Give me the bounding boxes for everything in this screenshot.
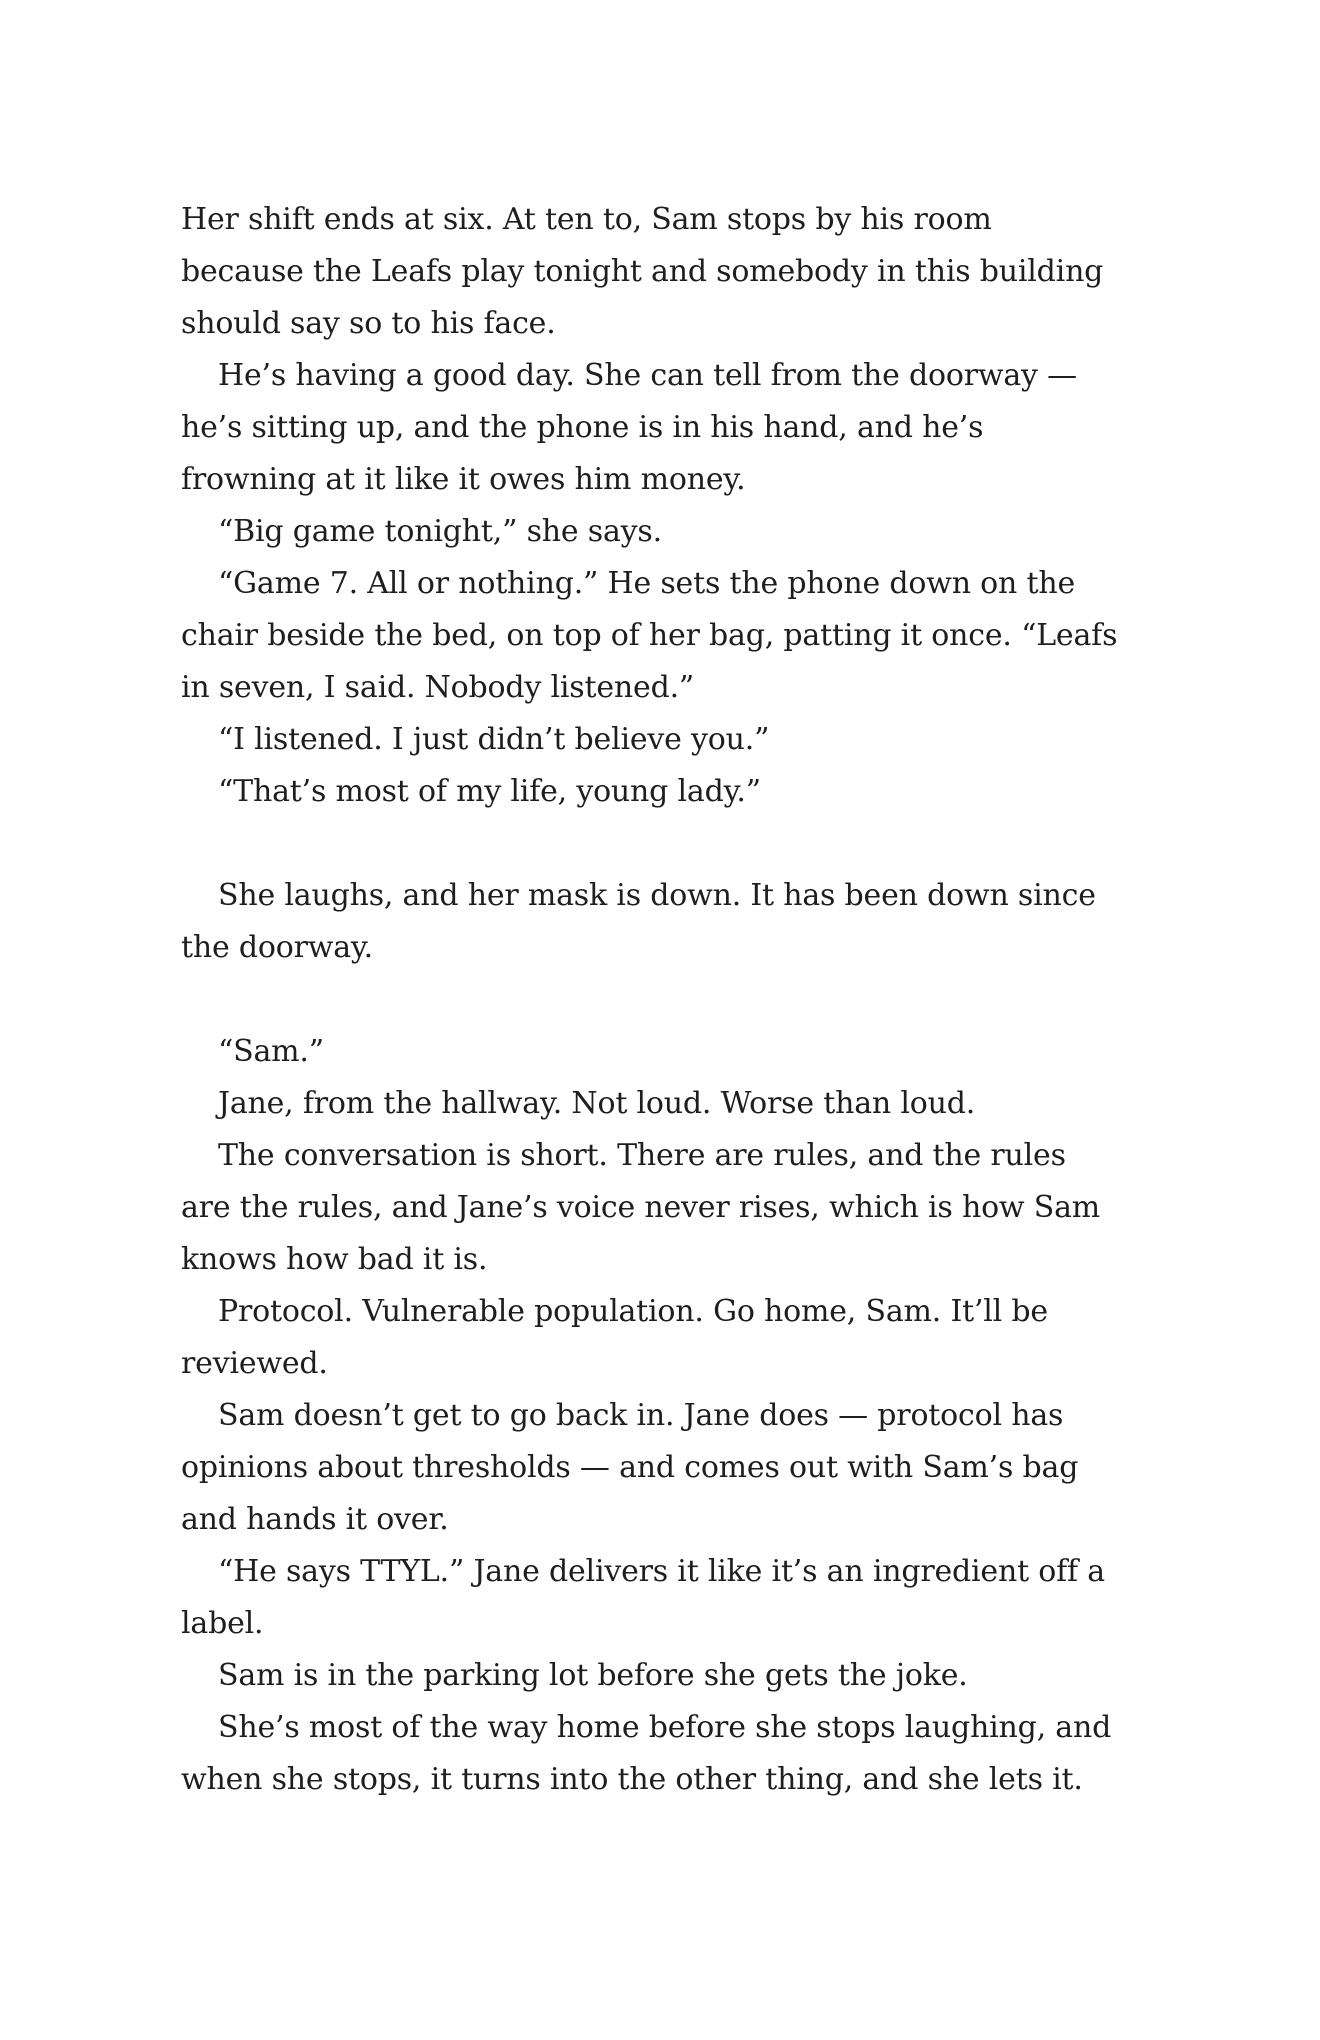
paragraph-6: “That’s most of my life, young lady.” [218, 774, 761, 809]
paragraph-4: “Game 7. All or nothing.” He sets the phone down on the chair beside the bed, on top of her bag, patting it once. “Leafs in seven, I said. Nobody listened.” [181, 566, 1118, 705]
paragraph-5: “I listened. I just didn’t believe you.” [218, 722, 770, 757]
paragraph-12: Sam doesn’t get to go back in. Jane does — protocol has opinions about thresholds — and comes out with Sam’s bag and hands it over. [181, 1398, 1079, 1537]
paragraph-1: Her shift ends at six. At ten to, Sam stops by his room because the Leafs play tonight and somebody in this building should say so to his face. [181, 202, 1104, 341]
section-gap [181, 974, 1121, 1026]
paragraph-14: Sam is in the parking lot before she gets the joke. [218, 1658, 968, 1693]
paragraph-2: He’s having a good day. She can tell from the doorway — he’s sitting up, and the phone is in his hand, and he’s frowning at it like it owes him money. [181, 358, 1077, 497]
paragraph-3: “Big game tonight,” she says. [218, 514, 662, 549]
paragraph-8: “Sam.” [218, 1034, 324, 1069]
paragraph-10: The conversation is short. There are rules, and the rules are the rules, and Jane’s voice never rises, which is how Sam knows how bad it is. [181, 1138, 1101, 1277]
paragraph-11: Protocol. Vulnerable population. Go home, Sam. It’ll be reviewed. [181, 1294, 1048, 1381]
paragraph-15: She’s most of the way home before she stops laughing, and when she stops, it turns into the other thing, and she lets it. [181, 1710, 1112, 1797]
body-text [181, 194, 1121, 1806]
paragraph-9: Jane, from the hallway. Not loud. Worse than loud. [218, 1086, 976, 1121]
paragraph-13: “He says TTYL.” Jane delivers it like it’s an ingredient off a label. [181, 1554, 1105, 1641]
paragraph-7: She laughs, and her mask is down. It has been down since the doorway. [181, 878, 1096, 965]
section-gap [181, 818, 1121, 870]
